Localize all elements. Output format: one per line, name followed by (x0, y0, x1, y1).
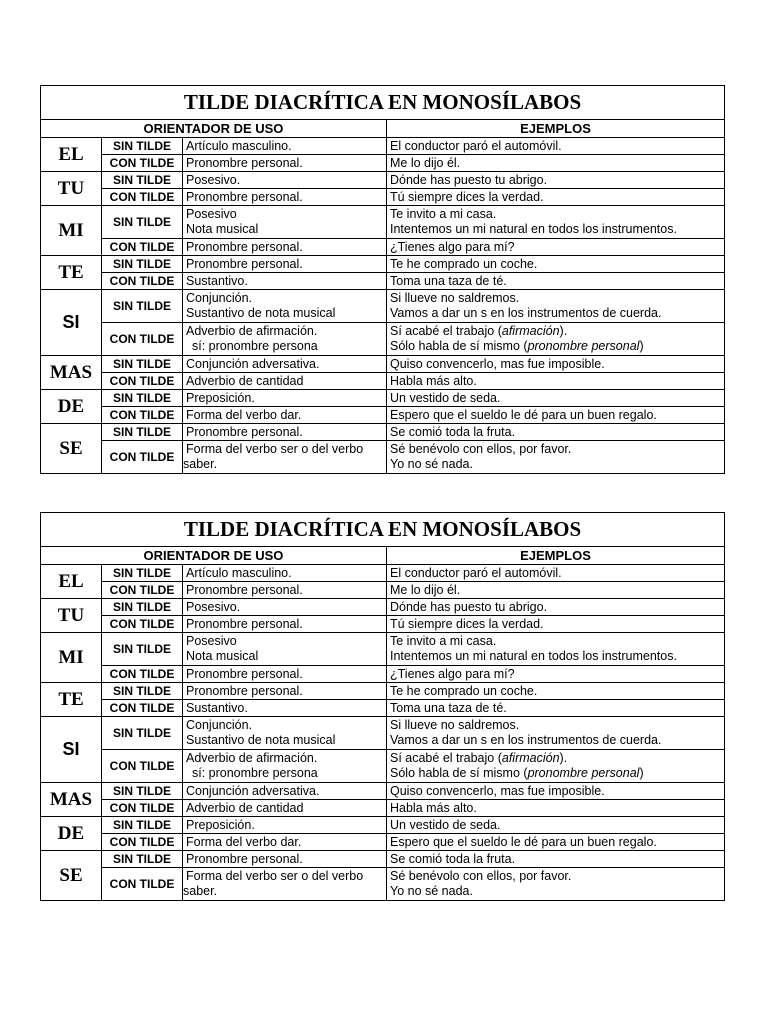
uso-mas-con: Adverbio de cantidad (183, 373, 387, 390)
uso-line: Conjunción. (186, 718, 253, 732)
ejemplo-italic: afirmación (501, 751, 560, 765)
ejemplo-tu-con: Tú siempre dices la verdad. (387, 616, 725, 633)
word-se: SE (41, 851, 102, 901)
tag-con-tilde: CON TILDE (102, 616, 183, 633)
ejemplo-te-sin: Te he comprado un coche. (387, 256, 725, 273)
tag-con-tilde: CON TILDE (102, 700, 183, 717)
ejemplo-line (390, 339, 721, 354)
ejemplo-text: Sólo habla de sí mismo ( (390, 766, 528, 780)
ejemplo-italic: pronombre personal (527, 339, 640, 353)
ejemplo-text: ) (639, 766, 644, 780)
word-tu: TU (41, 172, 102, 206)
ejemplo-mas-con: Habla más alto. (387, 373, 725, 390)
header-ejemplos: EJEMPLOS (387, 120, 725, 138)
uso-line: Sustantivo de nota musical (186, 306, 336, 320)
uso-se-con (183, 441, 387, 474)
uso-line: Adverbio de afirmación. (186, 324, 318, 338)
uso-si-sin (183, 717, 387, 750)
ejemplo-mas-sin: Quiso convencerlo, mas fue imposible. (387, 783, 725, 800)
ejemplo-mas-sin: Quiso convencerlo, mas fue imposible. (387, 356, 725, 373)
ejemplo-text: ). (559, 751, 568, 765)
word-el: EL (41, 138, 102, 172)
header-orientador: ORIENTADOR DE USO (41, 120, 387, 138)
ejemplo-se-sin: Se comió toda la fruta. (387, 851, 725, 868)
uso-de-con: Forma del verbo dar. (183, 407, 387, 424)
ejemplo-te-sin: Te he comprado un coche. (387, 683, 725, 700)
tag-con-tilde: CON TILDE (102, 155, 183, 172)
tag-sin-tilde: SIN TILDE (102, 783, 183, 800)
uso-te-con: Sustantivo. (183, 700, 387, 717)
word-te: TE (41, 683, 102, 717)
uso-mas-sin: Conjunción adversativa. (183, 783, 387, 800)
ejemplo-si-sin (387, 717, 725, 750)
ejemplo-line: Sé benévolo con ellos, por favor. (390, 869, 572, 883)
ejemplo-el-con: Me lo dijo él. (387, 582, 725, 599)
uso-tu-con: Pronombre personal. (183, 189, 387, 206)
ejemplo-tu-sin: Dónde has puesto tu abrigo. (387, 599, 725, 616)
tag-sin-tilde: SIN TILDE (102, 633, 183, 666)
ejemplo-italic: pronombre personal (527, 766, 640, 780)
tag-con-tilde: CON TILDE (102, 800, 183, 817)
tag-sin-tilde: SIN TILDE (102, 565, 183, 582)
word-te: TE (41, 256, 102, 290)
tag-con-tilde: CON TILDE (102, 582, 183, 599)
ejemplo-italic: afirmación (501, 324, 560, 338)
word-mas: MAS (41, 356, 102, 390)
uso-line: Forma del verbo ser o del verbo (186, 442, 364, 456)
uso-line: sí: pronombre persona (192, 339, 318, 353)
diacritic-table-1 (40, 85, 725, 474)
word-si: SI (41, 290, 102, 356)
uso-el-sin: Artículo masculino. (183, 138, 387, 155)
ejemplo-el-sin: El conductor paró el automóvil. (387, 565, 725, 582)
tag-con-tilde: CON TILDE (102, 323, 183, 356)
uso-mi-con: Pronombre personal. (183, 239, 387, 256)
ejemplo-se-sin: Se comió toda la fruta. (387, 424, 725, 441)
uso-tu-con: Pronombre personal. (183, 616, 387, 633)
ejemplo-text: Sólo habla de sí mismo ( (390, 339, 528, 353)
ejemplo-de-con: Espero que el sueldo le dé para un buen regalo. (387, 834, 725, 851)
uso-line: saber. (183, 884, 218, 898)
uso-te-con: Sustantivo. (183, 273, 387, 290)
ejemplo-line (390, 766, 721, 781)
uso-mi-con: Pronombre personal. (183, 666, 387, 683)
tag-sin-tilde: SIN TILDE (102, 717, 183, 750)
ejemplo-te-con: Toma una taza de té. (387, 700, 725, 717)
uso-de-con: Forma del verbo dar. (183, 834, 387, 851)
word-mas: MAS (41, 783, 102, 817)
ejemplo-mi-sin (387, 633, 725, 666)
uso-si-con (183, 750, 387, 783)
uso-el-sin: Artículo masculino. (183, 565, 387, 582)
ejemplo-te-con: Toma una taza de té. (387, 273, 725, 290)
uso-line: Conjunción. (186, 291, 253, 305)
ejemplo-mas-con: Habla más alto. (387, 800, 725, 817)
diacritic-table-2 (40, 512, 725, 901)
tag-con-tilde: CON TILDE (102, 273, 183, 290)
uso-el-con: Pronombre personal. (183, 155, 387, 172)
ejemplo-tu-sin: Dónde has puesto tu abrigo. (387, 172, 725, 189)
word-tu: TU (41, 599, 102, 633)
ejemplo-el-sin: El conductor paró el automóvil. (387, 138, 725, 155)
tag-con-tilde: CON TILDE (102, 868, 183, 901)
uso-el-con: Pronombre personal. (183, 582, 387, 599)
ejemplo-de-sin: Un vestido de seda. (387, 390, 725, 407)
table-title: TILDE DIACRÍTICA EN MONOSÍLABOS (41, 86, 725, 120)
ejemplo-se-con (387, 441, 725, 474)
tag-con-tilde: CON TILDE (102, 239, 183, 256)
ejemplo-text: Sí acabé el trabajo ( (390, 751, 502, 765)
tag-sin-tilde: SIN TILDE (102, 851, 183, 868)
uso-line: Posesivo (186, 207, 237, 221)
uso-line: Forma del verbo ser o del verbo (186, 869, 364, 883)
word-de: DE (41, 390, 102, 424)
ejemplo-line: Te invito a mi casa. (390, 634, 497, 648)
uso-mas-con: Adverbio de cantidad (183, 800, 387, 817)
uso-line: Posesivo (186, 634, 237, 648)
ejemplo-line: Intentemos un mi natural en todos los instrumentos. (390, 649, 677, 663)
uso-de-sin: Preposición. (183, 390, 387, 407)
uso-te-sin: Pronombre personal. (183, 256, 387, 273)
tag-con-tilde: CON TILDE (102, 750, 183, 783)
ejemplo-line (390, 751, 721, 766)
ejemplo-line: Sé benévolo con ellos, por favor. (390, 442, 572, 456)
tag-sin-tilde: SIN TILDE (102, 172, 183, 189)
table-title: TILDE DIACRÍTICA EN MONOSÍLABOS (41, 513, 725, 547)
uso-line: Adverbio de afirmación. (186, 751, 318, 765)
tag-con-tilde: CON TILDE (102, 834, 183, 851)
word-de: DE (41, 817, 102, 851)
uso-de-sin: Preposición. (183, 817, 387, 834)
uso-mas-sin: Conjunción adversativa. (183, 356, 387, 373)
uso-si-sin (183, 290, 387, 323)
tag-con-tilde: CON TILDE (102, 407, 183, 424)
tag-sin-tilde: SIN TILDE (102, 817, 183, 834)
ejemplo-text: ). (559, 324, 568, 338)
ejemplo-line: Vamos a dar un s en los instrumentos de cuerda. (390, 306, 662, 320)
uso-line: Nota musical (186, 649, 259, 663)
uso-mi-sin (183, 633, 387, 666)
ejemplo-de-sin: Un vestido de seda. (387, 817, 725, 834)
word-se: SE (41, 424, 102, 474)
uso-se-sin: Pronombre personal. (183, 424, 387, 441)
tag-con-tilde: CON TILDE (102, 441, 183, 474)
ejemplo-line: Yo no sé nada. (390, 884, 473, 898)
header-ejemplos: EJEMPLOS (387, 547, 725, 565)
tag-con-tilde: CON TILDE (102, 373, 183, 390)
uso-line: Sustantivo de nota musical (186, 733, 336, 747)
ejemplo-si-con (387, 323, 725, 356)
ejemplo-mi-sin (387, 206, 725, 239)
ejemplo-line: Yo no sé nada. (390, 457, 473, 471)
ejemplo-mi-con: ¿Tienes algo para mí? (387, 666, 725, 683)
ejemplo-el-con: Me lo dijo él. (387, 155, 725, 172)
tag-con-tilde: CON TILDE (102, 189, 183, 206)
uso-line: Nota musical (186, 222, 259, 236)
ejemplo-text: Sí acabé el trabajo ( (390, 324, 502, 338)
uso-tu-sin: Posesivo. (183, 172, 387, 189)
word-mi: MI (41, 633, 102, 683)
ejemplo-line: Te invito a mi casa. (390, 207, 497, 221)
uso-tu-sin: Posesivo. (183, 599, 387, 616)
ejemplo-tu-con: Tú siempre dices la verdad. (387, 189, 725, 206)
uso-se-sin: Pronombre personal. (183, 851, 387, 868)
tag-sin-tilde: SIN TILDE (102, 138, 183, 155)
uso-line: saber. (183, 457, 218, 471)
ejemplo-si-sin (387, 290, 725, 323)
word-si: SI (41, 717, 102, 783)
uso-te-sin: Pronombre personal. (183, 683, 387, 700)
ejemplo-line: Si llueve no saldremos. (390, 291, 520, 305)
ejemplo-line: Vamos a dar un s en los instrumentos de cuerda. (390, 733, 662, 747)
ejemplo-line: Intentemos un mi natural en todos los instrumentos. (390, 222, 677, 236)
ejemplo-si-con (387, 750, 725, 783)
tag-sin-tilde: SIN TILDE (102, 599, 183, 616)
header-orientador: ORIENTADOR DE USO (41, 547, 387, 565)
tag-sin-tilde: SIN TILDE (102, 290, 183, 323)
uso-line: sí: pronombre persona (192, 766, 318, 780)
ejemplo-mi-con: ¿Tienes algo para mí? (387, 239, 725, 256)
word-el: EL (41, 565, 102, 599)
uso-si-con (183, 323, 387, 356)
word-mi: MI (41, 206, 102, 256)
tag-sin-tilde: SIN TILDE (102, 206, 183, 239)
ejemplo-line: Si llueve no saldremos. (390, 718, 520, 732)
uso-mi-sin (183, 206, 387, 239)
tag-sin-tilde: SIN TILDE (102, 356, 183, 373)
tag-sin-tilde: SIN TILDE (102, 424, 183, 441)
tag-sin-tilde: SIN TILDE (102, 390, 183, 407)
tag-sin-tilde: SIN TILDE (102, 683, 183, 700)
tag-con-tilde: CON TILDE (102, 666, 183, 683)
tag-sin-tilde: SIN TILDE (102, 256, 183, 273)
ejemplo-text: ) (639, 339, 644, 353)
ejemplo-line (390, 324, 721, 339)
ejemplo-se-con (387, 868, 725, 901)
uso-se-con (183, 868, 387, 901)
ejemplo-de-con: Espero que el sueldo le dé para un buen regalo. (387, 407, 725, 424)
